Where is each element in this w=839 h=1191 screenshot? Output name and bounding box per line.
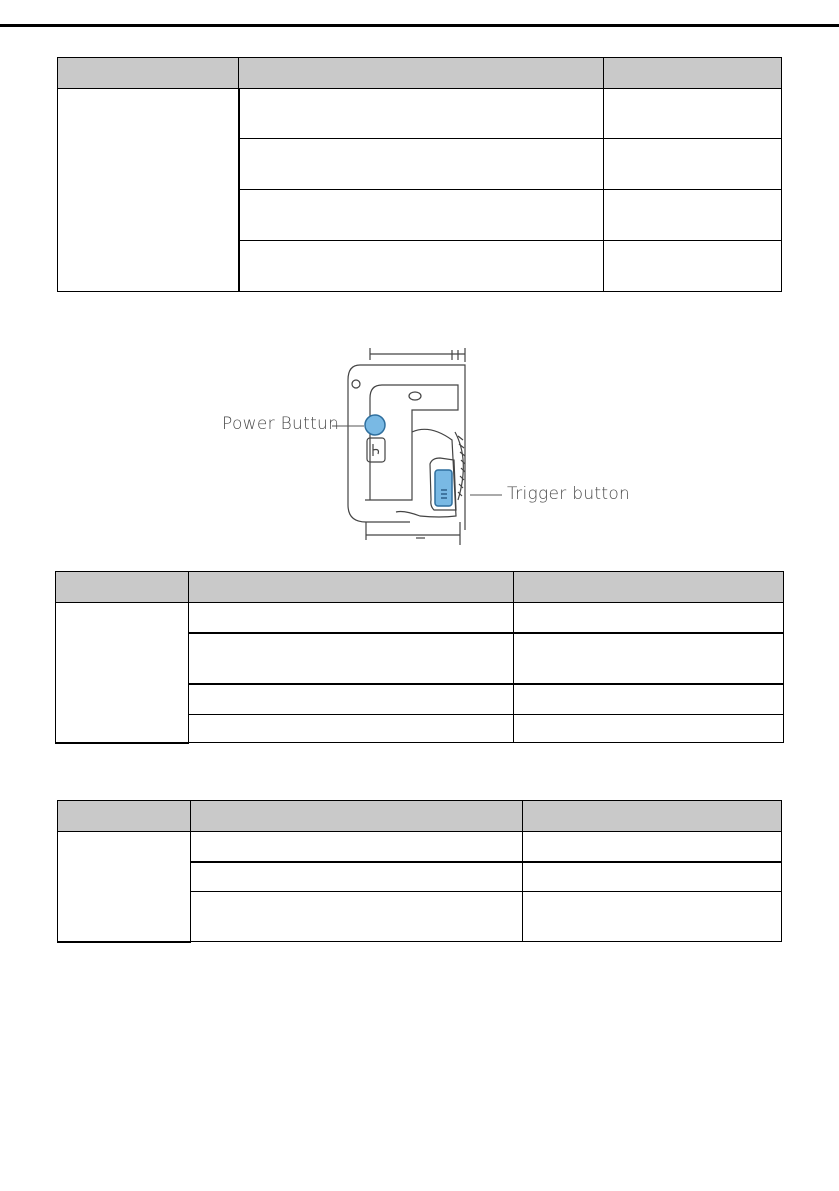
table-row	[58, 89, 782, 139]
table-cell	[523, 832, 782, 862]
trigger-button-label: Trigger button	[507, 484, 631, 504]
table-1-header-cell-3	[604, 58, 782, 89]
table-cell	[239, 190, 604, 241]
table-cell	[523, 862, 782, 892]
gimbal-handle-illustration	[220, 340, 620, 550]
table-cell	[514, 633, 784, 684]
table-cell	[523, 892, 782, 942]
table-1	[57, 57, 782, 292]
table-cell	[514, 603, 784, 633]
power-button-icon	[365, 415, 385, 435]
table-2-group-cell	[56, 603, 189, 743]
table-cell	[239, 241, 604, 292]
table-cell	[191, 832, 523, 862]
table-3-header-row	[58, 801, 782, 832]
table-cell	[191, 862, 523, 892]
table-2	[55, 571, 784, 744]
table-1-header-cell-1	[58, 58, 239, 89]
trigger-button-icon	[430, 458, 456, 510]
table-1-group-cell	[58, 89, 239, 292]
table-2-header-cell-3	[514, 572, 784, 603]
table-1-header-row	[58, 58, 782, 89]
table-cell	[189, 603, 514, 633]
table-cell	[239, 89, 604, 139]
table-cell	[239, 139, 604, 190]
power-button-label: Power Buttun	[222, 414, 340, 434]
table-1-header-cell-2	[239, 58, 604, 89]
table-3-header-cell-1	[58, 801, 191, 832]
table-cell	[514, 715, 784, 743]
table-cell	[604, 139, 782, 190]
table-cell	[191, 892, 523, 942]
table-cell	[604, 241, 782, 292]
gimbal-handle-diagram	[220, 340, 620, 550]
table-row	[58, 832, 782, 862]
table-2-header-cell-2	[189, 572, 514, 603]
table-3-header-cell-3	[523, 801, 782, 832]
table-cell	[604, 190, 782, 241]
table-3-group-cell	[58, 832, 191, 942]
table-2-header-row	[56, 572, 784, 603]
table-cell	[189, 715, 514, 743]
table-3-header-cell-2	[191, 801, 523, 832]
table-3	[57, 800, 782, 943]
table-row	[56, 603, 784, 633]
table-cell	[189, 633, 514, 684]
table-cell	[189, 684, 514, 715]
table-cell	[514, 684, 784, 715]
table-cell	[604, 89, 782, 139]
top-rule	[0, 24, 839, 27]
table-2-header-cell-1	[56, 572, 189, 603]
